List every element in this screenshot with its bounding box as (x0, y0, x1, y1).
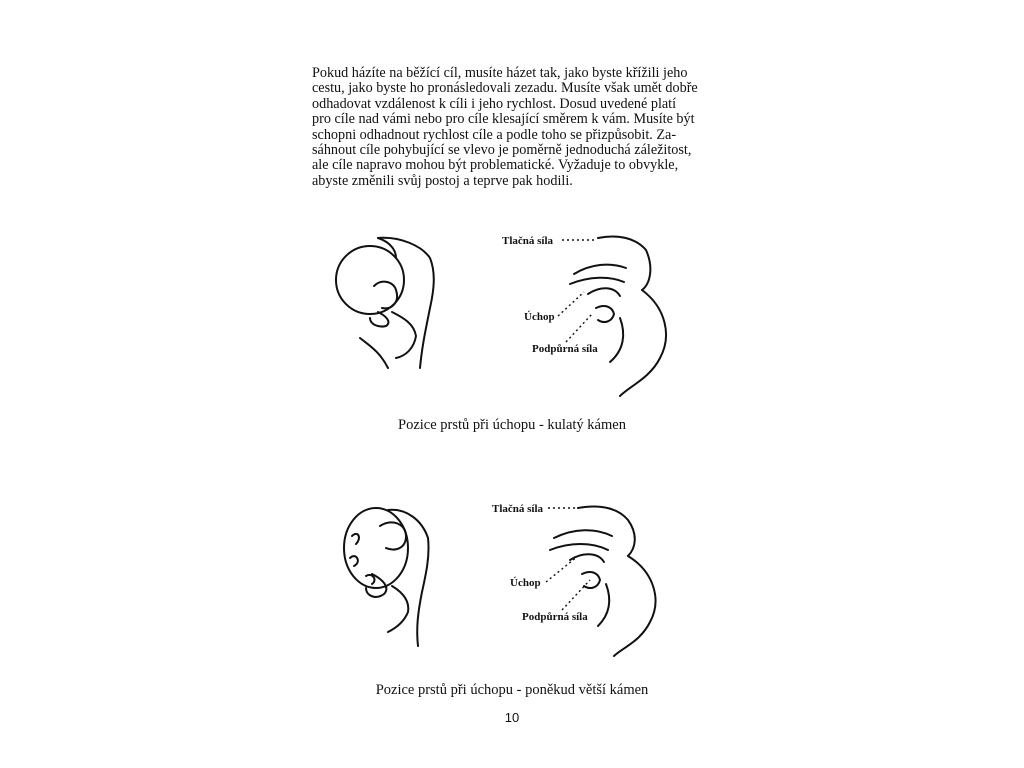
illustration-hand-larger-stone (336, 496, 446, 656)
paragraph-line: abyste změnili svůj postoj a teprve pak hodili. (312, 172, 573, 189)
paragraph-line: ale cíle napravo mohou být problematické. Vyžaduje to obvykle, (312, 157, 679, 174)
label-push-force: Tlačná síla (502, 235, 554, 247)
paragraph-line: pro cíle nad vámi nebo pro cíle klesající směrem k vám. Musíte být (312, 111, 695, 128)
label-support-force: Podpůrná síla (522, 611, 588, 623)
paragraph-line: odhadovat vzdálenost k cíli i jeho rychlost. Dosud uvedené platí (312, 95, 677, 112)
label-push-force: Tlačná síla (492, 503, 544, 515)
illustration-hand-larger-stone-forces (490, 496, 690, 656)
body-paragraph (312, 66, 716, 189)
paragraph-line: cestu, jako byste ho pronásledovali zezadu. Musíte však umět dobře (312, 80, 698, 97)
label-grip: Úchop (510, 577, 541, 589)
page-number: 10 (504, 710, 520, 725)
figure-caption: Pozice prstů při úchopu - kulatý kámen (398, 417, 626, 433)
illustration-hand-round-stone-forces (500, 228, 700, 398)
figure-caption: Pozice prstů při úchopu - poněkud větší kámen (375, 682, 649, 698)
paragraph-line: Pokud házíte na běžící cíl, musíte házet tak, jako byste křížili jeho (312, 65, 688, 81)
paragraph-line: schopni odhadnout rychlost cíle a podle toho se přizpůsobit. Za- (312, 126, 677, 143)
label-support-force: Podpůrná síla (532, 343, 598, 355)
illustration-hand-round-stone (330, 228, 450, 398)
paragraph-line: sáhnout cíle pohybující se vlevo je poměrně jednoduchá záležitost, (312, 142, 692, 159)
label-grip: Úchop (524, 311, 555, 323)
